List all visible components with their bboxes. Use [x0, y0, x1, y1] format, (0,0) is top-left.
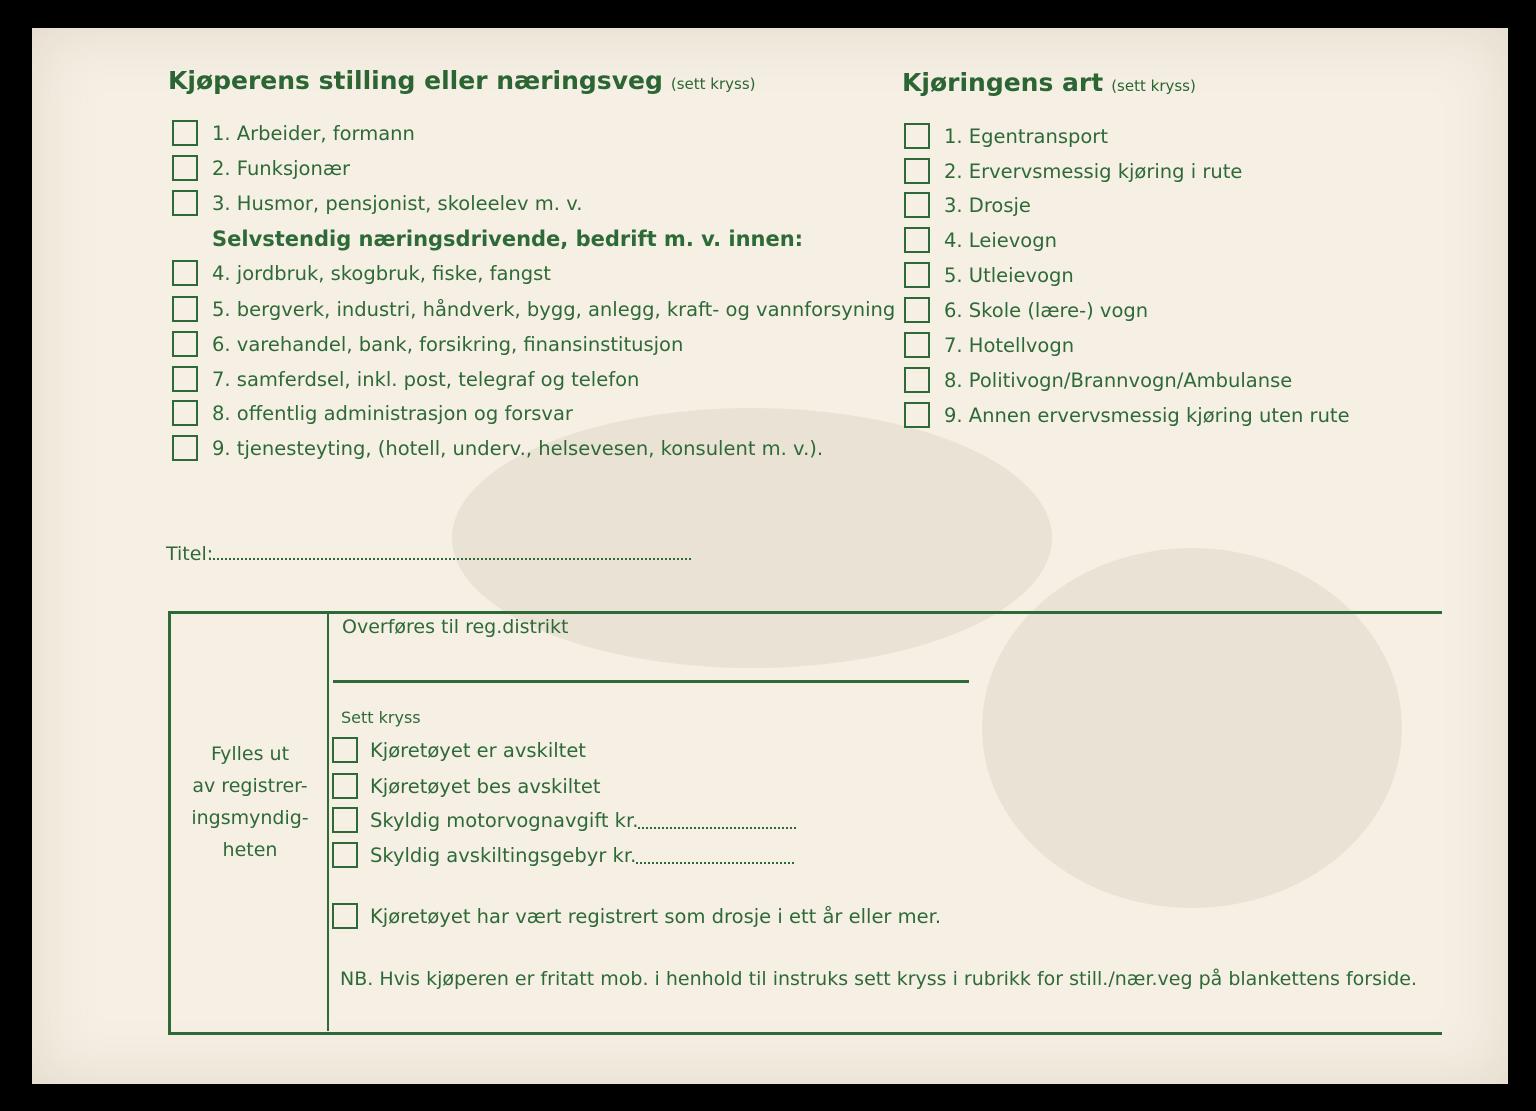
driving-item-6[interactable]	[904, 295, 1148, 325]
driving-item-8[interactable]	[904, 365, 1292, 395]
transfer-label: Overføres til reg.distrikt	[342, 616, 569, 638]
titel-label: Titel:	[166, 543, 214, 565]
side-label-line: av registrer-	[192, 775, 308, 797]
side-label	[172, 738, 328, 866]
driving-item-5[interactable]	[904, 260, 1074, 290]
driving-label: 6. Skole (lære-) vogn	[944, 298, 1149, 322]
checkbox[interactable]	[332, 842, 358, 868]
driving-label: 3. Drosje	[944, 193, 1031, 217]
check-drosje[interactable]	[332, 901, 941, 931]
checkbox[interactable]	[332, 737, 358, 763]
check-avskiltet[interactable]	[332, 735, 586, 765]
driving-item-2[interactable]	[904, 156, 1242, 186]
occupation-label: 1. Arbeider, formann	[212, 121, 415, 145]
occupation-item-5[interactable]	[172, 294, 895, 324]
check-label: Kjøretøyet er avskiltet	[370, 738, 586, 762]
driving-label: 7. Hotellvogn	[944, 333, 1075, 357]
checkbox[interactable]	[172, 331, 198, 357]
occupation-label: 3. Husmor, pensjonist, skoleelev m. v.	[212, 191, 583, 215]
checkbox[interactable]	[904, 123, 930, 149]
driving-label: 4. Leievogn	[944, 228, 1057, 252]
occupation-label: 4. jordbruk, skogbruk, fiske, fangst	[212, 261, 551, 285]
left-heading-text: Kjøperens stilling eller næringsveg	[168, 66, 663, 95]
side-label-line: Fylles ut	[210, 743, 290, 765]
checkbox[interactable]	[904, 332, 930, 358]
driving-item-9[interactable]	[904, 400, 1350, 430]
occupation-label: 6. varehandel, bank, forsikring, finansinstitusjon	[212, 332, 684, 356]
sett-kryss-label: Sett kryss	[341, 708, 421, 727]
check-label: Skyldig motorvognavgift kr.	[370, 808, 639, 832]
checkbox[interactable]	[904, 402, 930, 428]
occupation-item-2[interactable]	[172, 153, 350, 183]
driving-label: 2. Ervervsmessig kjøring i rute	[944, 159, 1243, 183]
check-avskiltingsgebyr[interactable]	[332, 840, 794, 870]
occupation-item-3[interactable]	[172, 188, 582, 218]
checkbox[interactable]	[172, 400, 198, 426]
check-motorvognavgift[interactable]	[332, 805, 796, 835]
checkbox[interactable]	[904, 297, 930, 323]
amount-dotted-line[interactable]	[636, 846, 794, 864]
checkbox[interactable]	[172, 155, 198, 181]
right-heading-note: (sett kryss)	[1111, 77, 1196, 95]
driving-item-4[interactable]	[904, 225, 1057, 255]
occupation-item-1[interactable]	[172, 118, 415, 148]
side-label-line: heten	[222, 839, 278, 861]
driving-label: 1. Egentransport	[944, 124, 1108, 148]
driving-label: 9. Annen ervervsmessig kjøring uten rute	[944, 403, 1350, 427]
right-heading-text: Kjøringens art	[902, 68, 1104, 97]
checkbox[interactable]	[172, 366, 198, 392]
left-heading-note: (sett kryss)	[670, 75, 756, 93]
check-label: Kjøretøyet bes avskiltet	[370, 774, 601, 798]
occupation-label: 9. tjenesteyting, (hotell, underv., helsevesen, konsulent m. v.).	[212, 436, 824, 460]
occupation-label: 7. samferdsel, inkl. post, telegraf og telefon	[212, 367, 640, 391]
checkbox[interactable]	[904, 192, 930, 218]
occupation-label: 8. offentlig administrasjon og forsvar	[212, 401, 573, 425]
driving-item-3[interactable]	[904, 190, 1031, 220]
occupation-item-7[interactable]	[172, 364, 639, 394]
checkbox[interactable]	[172, 435, 198, 461]
checkbox[interactable]	[332, 807, 358, 833]
occupation-label: 2. Funksjonær	[212, 156, 350, 180]
occupation-item-4[interactable]	[172, 258, 551, 288]
left-heading	[168, 66, 755, 95]
driving-label: 5. Utleievogn	[944, 263, 1074, 287]
checkbox[interactable]	[904, 367, 930, 393]
checkbox[interactable]	[172, 190, 198, 216]
business-subheading: Selvstendig næringsdrivende, bedrift m. v. innen:	[212, 227, 804, 251]
right-heading	[902, 68, 1196, 97]
occupation-label: 5. bergverk, industri, håndverk, bygg, anlegg, kraft- og vannforsyning	[212, 297, 896, 321]
checkbox[interactable]	[172, 296, 198, 322]
checkbox[interactable]	[332, 903, 358, 929]
nb-note: NB. Hvis kjøperen er fritatt mob. i henhold til instruks sett kryss i rubrikk for still./nær.veg på blankettens forside.	[340, 968, 1418, 990]
occupation-item-8[interactable]	[172, 398, 573, 428]
driving-item-7[interactable]	[904, 330, 1074, 360]
checkbox[interactable]	[332, 773, 358, 799]
driving-label: 8. Politivogn/Brannvogn/Ambulanse	[944, 368, 1293, 392]
checkbox[interactable]	[904, 262, 930, 288]
amount-dotted-line[interactable]	[638, 811, 796, 829]
side-label-line: ingsmyndig-	[191, 807, 309, 829]
occupation-item-6[interactable]	[172, 329, 683, 359]
check-label: Kjøretøyet har vært registrert som drosje i ett år eller mer.	[370, 904, 942, 928]
checkbox[interactable]	[904, 227, 930, 253]
checkbox[interactable]	[172, 120, 198, 146]
check-bes-avskiltet[interactable]	[332, 771, 600, 801]
box-left-border	[168, 611, 171, 1035]
checkbox[interactable]	[904, 158, 930, 184]
titel-field[interactable]	[166, 540, 691, 565]
titel-dotted-line[interactable]	[213, 540, 691, 560]
driving-item-1[interactable]	[904, 121, 1108, 151]
box-top-border	[168, 611, 1442, 614]
paper-stain	[982, 548, 1402, 908]
box-bottom-border	[168, 1032, 1442, 1035]
check-label: Skyldig avskiltingsgebyr kr.	[370, 843, 637, 867]
checkbox[interactable]	[172, 260, 198, 286]
occupation-item-9[interactable]	[172, 433, 823, 463]
transfer-field-line[interactable]	[333, 680, 969, 683]
